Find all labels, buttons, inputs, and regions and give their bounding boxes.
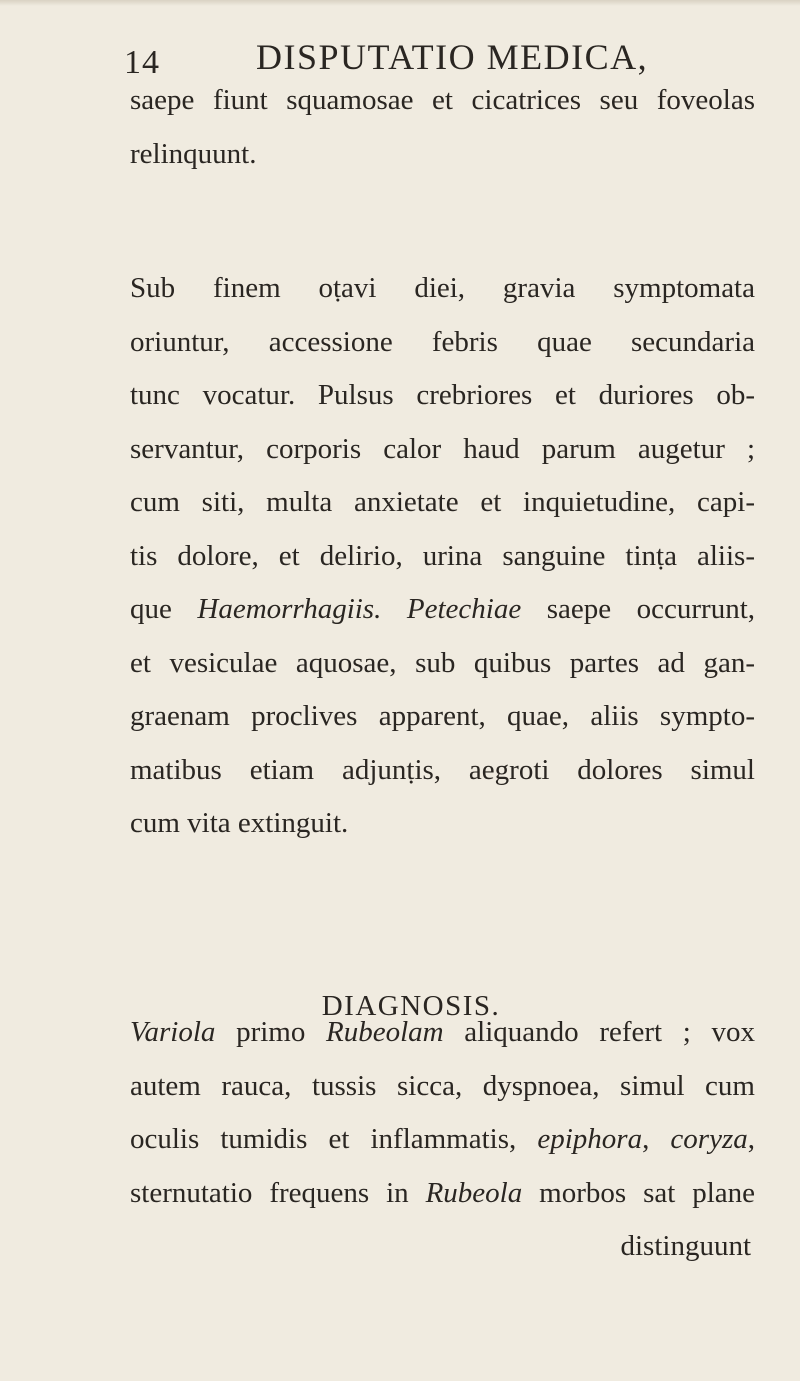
text-line [130, 1167, 755, 1221]
text-line [130, 583, 755, 637]
text-line: Sub finem oṭavi diei, gravia symptomata [130, 272, 755, 304]
catchword: distinguunt [620, 1230, 751, 1262]
text-line [130, 1113, 755, 1167]
text-line: matibus etiam adjunṭis, aegroti dolores simul [130, 753, 755, 786]
text-segment: oculis tumidis et inflammatis, [130, 1123, 538, 1155]
paragraph-1 [130, 74, 755, 181]
running-title: DISPUTATIO MEDICA, [256, 37, 649, 77]
text-line: tunc vocatur. Pulsus crebriores et duriores ob- [130, 379, 755, 411]
italic-term: epiphora [537, 1123, 643, 1155]
text-line: cum siti, multa anxietate et inquietudine, capi- [130, 486, 755, 518]
text-segment: , [747, 1123, 755, 1155]
text-line: cum vita extinguit. [130, 807, 349, 839]
text-line: et vesiculae aquosae, sub quibus partes ad gan- [130, 646, 755, 679]
text-line: oriuntur, accessione febris quae secundaria [130, 325, 755, 358]
paragraph-3 [130, 1006, 755, 1274]
text-line: tis dolore, et delirio, urina sanguine tinṭa aliis- [130, 539, 755, 572]
text-line [130, 1006, 755, 1060]
text-segment [381, 593, 407, 625]
text-line: relinquunt. [130, 137, 257, 170]
text-segment: morbos sat plane [522, 1176, 755, 1209]
text-segment: que [130, 593, 198, 625]
page-number: 14 [124, 44, 160, 81]
italic-term: Rubeolam [326, 1016, 444, 1048]
text-segment: aliquando refert ; vox [443, 1016, 755, 1048]
section-heading: DIAGNOSIS. [321, 990, 501, 1022]
italic-term: Rubeola [425, 1176, 523, 1209]
paragraph-2 [130, 262, 755, 851]
italic-term: Variola [130, 1016, 216, 1048]
text-line: autem rauca, tussis sicca, dyspnoea, simul cum [130, 1069, 755, 1102]
text-line: servantur, corporis calor haud parum augetur ; [130, 432, 755, 465]
text-segment: primo [215, 1016, 327, 1048]
text-segment: , [642, 1123, 671, 1155]
text-line: saepe fiunt squamosae et cicatrices seu foveolas [130, 84, 755, 116]
italic-term: Haemorrhagiis. [197, 593, 382, 625]
text-segment: sternutatio frequens in [130, 1176, 426, 1209]
italic-term: coryza [670, 1123, 748, 1155]
page-top-edge [0, 0, 800, 6]
italic-term: Petechiae [406, 593, 522, 625]
text-segment: saepe occurrunt, [521, 593, 755, 625]
text-line: graenam proclives apparent, quae, aliis sympto- [130, 700, 755, 732]
